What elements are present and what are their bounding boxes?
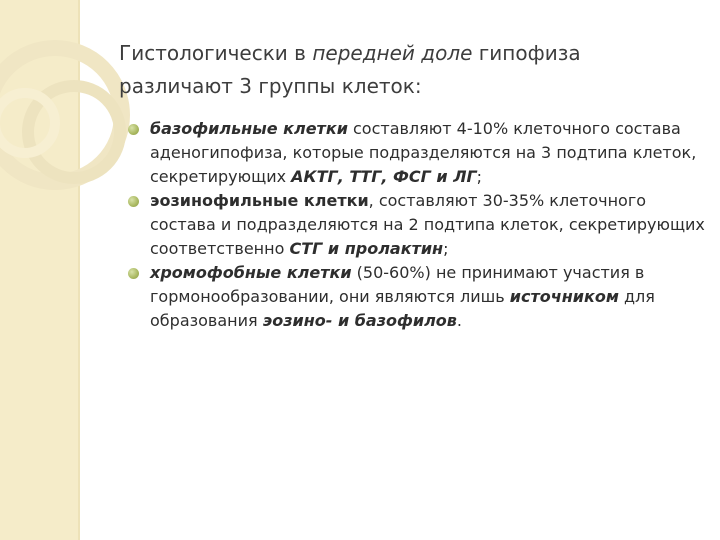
title-part-3: гипофиза различают 3 группы клеток: [119, 41, 581, 98]
eosinophils-hormones: СТГ и пролактин [289, 239, 444, 258]
eosinophils-term: эозинофильные клетки [150, 191, 369, 210]
slide-title [119, 37, 689, 103]
bullet-dot-icon [128, 124, 139, 135]
chromophobes-source: источником [509, 287, 619, 306]
title-part-1: Гистологически в [119, 41, 313, 65]
bullet-eosinophils [128, 189, 706, 261]
title-italic-phrase: передней доле [312, 41, 473, 65]
bullet-dot-icon [128, 268, 139, 279]
bullet-basophils [128, 117, 706, 189]
chromophobes-cells: эозино- и базофилов [262, 311, 457, 330]
basophils-text: составляют 4-10% клеточного состава аденогипофиза, которые подразделяются на 3 подтипа клеток, секретирующих [150, 119, 697, 186]
chromophobes-end: . [456, 311, 463, 330]
eosinophils-end: ; [443, 239, 449, 258]
chromophobes-text-2: для образования [150, 287, 655, 330]
bullet-dot-icon [128, 196, 139, 207]
basophils-end: ; [476, 167, 483, 186]
bullet-list [128, 117, 706, 333]
basophils-hormones: АКТГ, ТТГ, ФСГ и ЛГ [291, 167, 477, 186]
chromophobes-text: (50-60%) не принимают участия в гормонообразовании, они являются лишь [150, 263, 645, 306]
bullet-chromophobes [128, 261, 706, 333]
chromophobes-term: хромофобные клетки [150, 263, 352, 282]
basophils-term: базофильные клетки [150, 119, 348, 138]
eosinophils-text: , составляют 30-35% клеточного состава и подразделяются на 2 подтипа клеток, секретирующих соответственно [150, 191, 705, 258]
